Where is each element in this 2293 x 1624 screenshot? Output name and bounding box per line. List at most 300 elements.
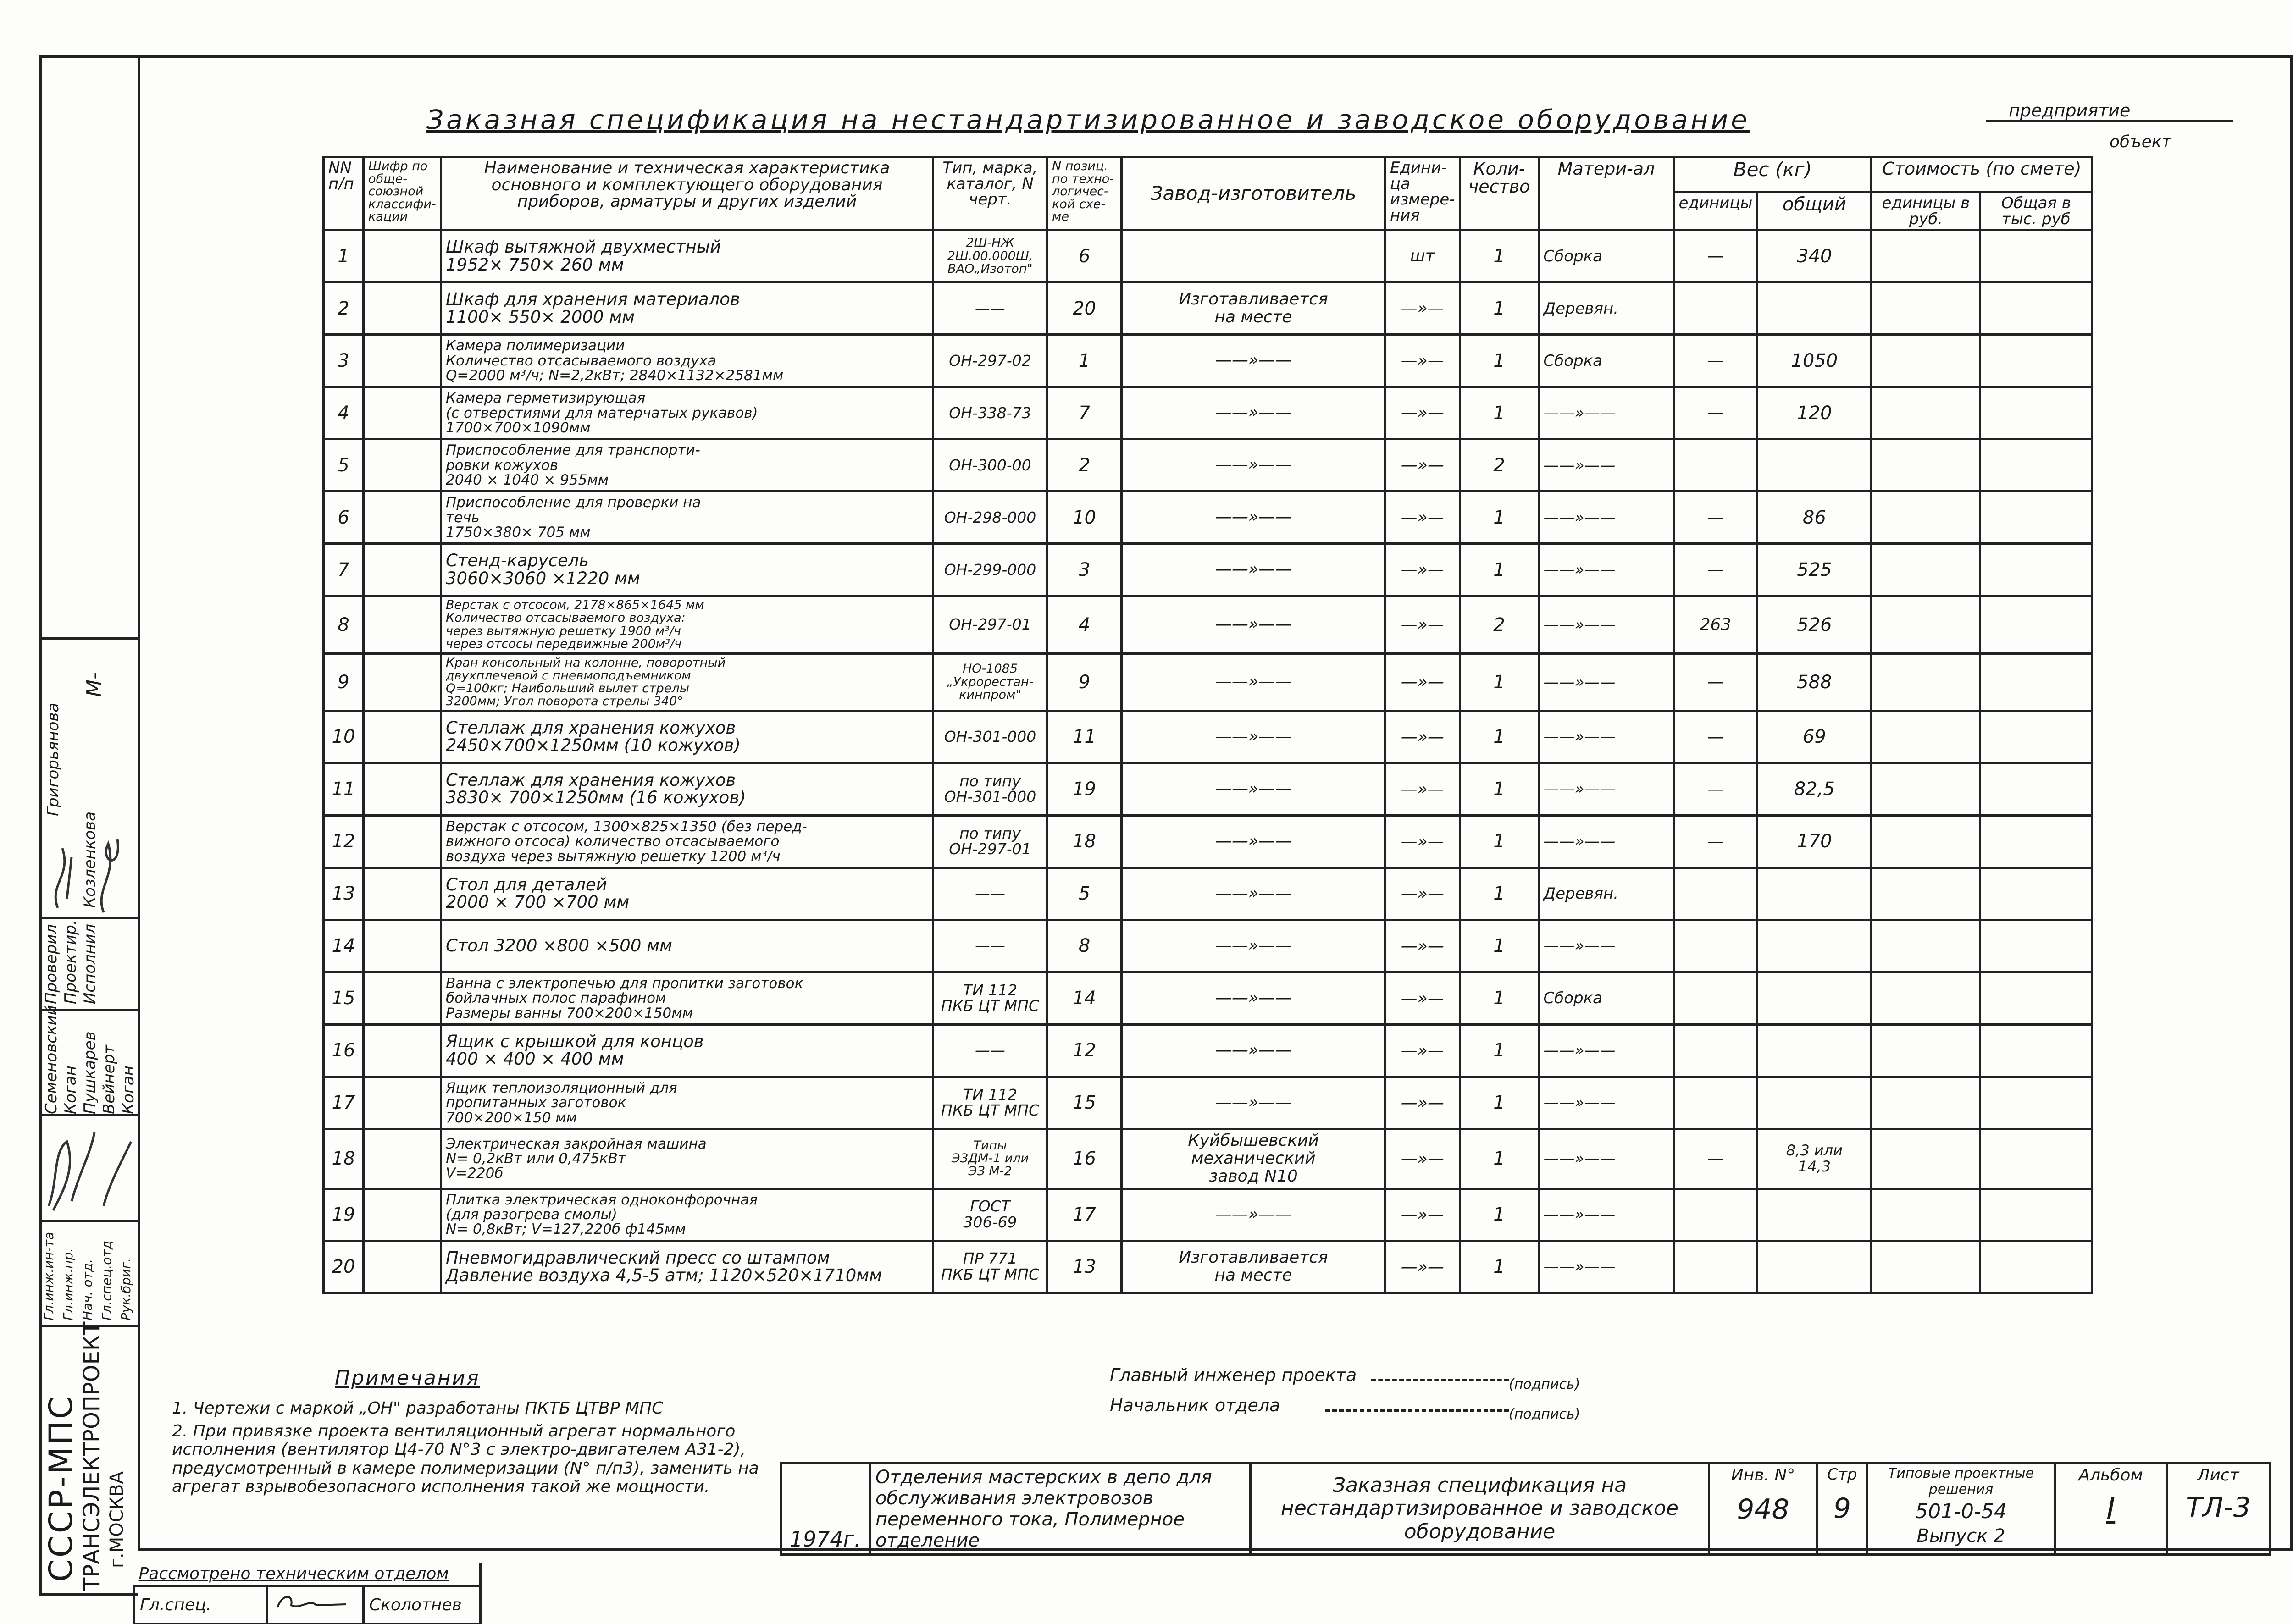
review-signature-mark: [273, 1591, 351, 1614]
cell-maker: ——»——: [1122, 544, 1385, 596]
cell-cost-total: [1980, 711, 2092, 763]
side-strip: [39, 637, 138, 1421]
cell-unit: —»—: [1385, 1024, 1460, 1077]
cell-weight-unit: —: [1674, 763, 1757, 815]
notes-heading: Примечания: [335, 1366, 480, 1390]
cell-maker: ——»——: [1122, 1188, 1385, 1241]
org-ministry: СССР-МПС: [42, 1394, 80, 1582]
table-row: [324, 972, 2092, 1024]
cell-quantity: 1: [1460, 763, 1539, 815]
approval-role-2: Гл.инж.пр.: [61, 1248, 76, 1320]
cell-position: 20: [1047, 282, 1122, 335]
cell-cost-unit: [1872, 230, 1980, 282]
page-label: Стр: [1827, 1465, 1857, 1484]
cell-quantity: 1: [1460, 387, 1539, 439]
cell-number: 14: [324, 920, 364, 972]
cell-weight-unit: [1674, 1241, 1757, 1293]
page-cell: [1817, 1463, 1867, 1555]
table-row: [324, 492, 2092, 544]
cell-cost-total: [1980, 815, 2092, 867]
cell-type: ГОСТ 306-69: [933, 1188, 1047, 1241]
cell-material: ——»——: [1539, 492, 1674, 544]
cell-weight-unit: —: [1674, 815, 1757, 867]
header-unit: Едини-ца измере-ния: [1385, 157, 1460, 230]
staff-name-5: Коган: [119, 1066, 138, 1114]
cell-cipher: [364, 492, 441, 544]
header-maker: Завод-изготовитель: [1122, 157, 1385, 230]
cell-cipher: [364, 282, 441, 335]
cell-weight-total: 8,3 или 14,3: [1757, 1129, 1872, 1188]
document-name: Заказная спецификация на нестандартизированное и заводское оборудование: [1251, 1463, 1709, 1555]
cell-number: 8: [324, 596, 364, 653]
cell-cipher: [364, 653, 441, 711]
cell-material: ——»——: [1539, 1241, 1674, 1293]
department-head-line: [1325, 1409, 1509, 1412]
cell-weight-total: 525: [1757, 544, 1872, 596]
cell-weight-total: 170: [1757, 815, 1872, 867]
cell-maker: ——»——: [1122, 1024, 1385, 1077]
cell-weight-unit: [1674, 972, 1757, 1024]
table-row: [324, 230, 2092, 282]
cell-quantity: 1: [1460, 1024, 1539, 1077]
cell-weight-unit: [1674, 1077, 1757, 1129]
cell-cipher: [364, 439, 441, 492]
table-row: [324, 763, 2092, 815]
staff-role-executed: Исполнил: [81, 924, 99, 1004]
approval-role-5: Рук.бриг.: [118, 1258, 133, 1320]
table-row: [324, 387, 2092, 439]
cell-unit: —»—: [1385, 653, 1460, 711]
cell-number: 1: [324, 230, 364, 282]
cell-number: 7: [324, 544, 364, 596]
cell-quantity: 1: [1460, 492, 1539, 544]
cell-number: 9: [324, 653, 364, 711]
cell-cost-total: [1980, 1024, 2092, 1077]
cell-cost-total: [1980, 867, 2092, 920]
table-row: [324, 282, 2092, 335]
table-row: [324, 1077, 2092, 1129]
cell-maker: ——»——: [1122, 972, 1385, 1024]
cell-cost-total: [1980, 230, 2092, 282]
year: 1974г.: [781, 1463, 870, 1555]
cell-weight-total: 588: [1757, 653, 1872, 711]
table-row: [324, 920, 2092, 972]
cell-unit: —»—: [1385, 492, 1460, 544]
cell-cost-total: [1980, 439, 2092, 492]
cell-cost-unit: [1872, 492, 1980, 544]
cell-unit: —»—: [1385, 387, 1460, 439]
cell-weight-total: [1757, 920, 1872, 972]
cell-material: ——»——: [1539, 920, 1674, 972]
cell-material: ——»——: [1539, 1024, 1674, 1077]
chief-engineer-line: [1371, 1379, 1509, 1381]
album-label: Альбом: [2078, 1466, 2143, 1485]
cell-weight-unit: [1674, 282, 1757, 335]
table-row: [324, 1129, 2092, 1188]
cell-number: 15: [324, 972, 364, 1024]
cell-name: Камера полимеризации Количество отсасываемого воздуха Q=2000 м³/ч; N=2,2кВт; 2840×1132×2581мм: [441, 335, 933, 387]
cell-maker: [1122, 230, 1385, 282]
cell-cost-unit: [1872, 1129, 1980, 1188]
header-cost: Стоимость (по смете): [1872, 157, 2092, 193]
cell-type: ТИ 112 ПКБ ЦТ МПС: [933, 1077, 1047, 1129]
header-cipher: Шифр по обще-союзной классифи-кации: [364, 157, 441, 230]
cell-unit: —»—: [1385, 1241, 1460, 1293]
cell-unit: —»—: [1385, 335, 1460, 387]
cell-unit: —»—: [1385, 867, 1460, 920]
cell-number: 19: [324, 1188, 364, 1241]
cell-number: 18: [324, 1129, 364, 1188]
cell-quantity: 1: [1460, 815, 1539, 867]
cell-type: ОН-300-00: [933, 439, 1047, 492]
cell-cipher: [364, 335, 441, 387]
sheet-number: ТЛ-3: [2186, 1491, 2251, 1524]
series-number: 501-0-54: [1915, 1500, 2007, 1523]
cell-unit: —»—: [1385, 920, 1460, 972]
title-block: [780, 1462, 2271, 1556]
cell-cost-total: [1980, 544, 2092, 596]
cell-material: Деревян.: [1539, 867, 1674, 920]
org-city: г.МОСКВА: [106, 1471, 127, 1568]
cell-name: Шкаф для хранения материалов 1100× 550× 2000 мм: [441, 282, 933, 335]
sheet-cell: [2167, 1463, 2270, 1555]
album-number: I: [2106, 1491, 2116, 1527]
cell-unit: —»—: [1385, 596, 1460, 653]
cell-unit: —»—: [1385, 439, 1460, 492]
cell-type: ТИ 112 ПКБ ЦТ МПС: [933, 972, 1047, 1024]
cell-quantity: 1: [1460, 1188, 1539, 1241]
approval-role-4: Гл.спец.отд: [99, 1240, 114, 1320]
cell-cipher: [364, 815, 441, 867]
cell-material: ——»——: [1539, 1129, 1674, 1188]
table-row: [324, 815, 2092, 867]
cell-unit: —»—: [1385, 711, 1460, 763]
cell-weight-total: [1757, 1188, 1872, 1241]
review-name: Сколотнев: [364, 1586, 481, 1624]
cell-weight-unit: —: [1674, 492, 1757, 544]
cell-name: Пневмогидравлический пресс со штампом Давление воздуха 4,5-5 атм; 1120×520×1710мм: [441, 1241, 933, 1293]
cell-cost-unit: [1872, 282, 1980, 335]
sheet-label: Лист: [2197, 1466, 2239, 1485]
cell-type: ОН-297-02: [933, 335, 1047, 387]
cell-number: 6: [324, 492, 364, 544]
cell-number: 3: [324, 335, 364, 387]
table-row: [324, 1188, 2092, 1241]
approval-role-3: Нач. отд.: [80, 1259, 95, 1320]
page-number: 9: [1833, 1492, 1851, 1525]
cell-type: по типу ОН-297-01: [933, 815, 1047, 867]
department-head-sig: (подпись): [1509, 1406, 1580, 1422]
cell-quantity: 1: [1460, 711, 1539, 763]
cell-cost-unit: [1872, 439, 1980, 492]
cell-maker: ——»——: [1122, 439, 1385, 492]
table-row: [324, 711, 2092, 763]
inventory-cell: [1709, 1463, 1817, 1555]
cell-cost-total: [1980, 1129, 2092, 1188]
cell-position: 14: [1047, 972, 1122, 1024]
cell-maker: Куйбышевский механический завод N10: [1122, 1129, 1385, 1188]
cell-position: 18: [1047, 815, 1122, 867]
cell-cipher: [364, 544, 441, 596]
cell-type: ОН-299-000: [933, 544, 1047, 596]
object-label: объект: [2110, 133, 2171, 151]
inventory-label: Инв. N°: [1731, 1466, 1795, 1485]
cell-unit: —»—: [1385, 1188, 1460, 1241]
cell-material: ——»——: [1539, 653, 1674, 711]
cell-material: ——»——: [1539, 1077, 1674, 1129]
approval-role-1: Гл.инж.ин-та: [41, 1232, 56, 1320]
cell-unit: шт: [1385, 230, 1460, 282]
cell-weight-unit: [1674, 867, 1757, 920]
cell-maker: ——»——: [1122, 763, 1385, 815]
table-row: [324, 335, 2092, 387]
header-material: Матери-ал: [1539, 157, 1674, 230]
cell-number: 5: [324, 439, 364, 492]
cell-quantity: 1: [1460, 972, 1539, 1024]
cell-name: Стенд-карусель 3060×3060 ×1220 мм: [441, 544, 933, 596]
cell-material: ——»——: [1539, 387, 1674, 439]
cell-type: ОН-338-73: [933, 387, 1047, 439]
cell-weight-total: [1757, 1077, 1872, 1129]
cell-cipher: [364, 763, 441, 815]
cell-weight-unit: —: [1674, 387, 1757, 439]
cell-maker: Изготавливается на месте: [1122, 1241, 1385, 1293]
cell-cost-total: [1980, 1077, 2092, 1129]
cell-weight-total: 86: [1757, 492, 1872, 544]
cell-quantity: 1: [1460, 920, 1539, 972]
cell-position: 4: [1047, 596, 1122, 653]
cell-weight-unit: —: [1674, 653, 1757, 711]
cell-cost-total: [1980, 1241, 2092, 1293]
cell-cipher: [364, 972, 441, 1024]
cell-name: Ящик с крышкой для концов 400 × 400 × 400 мм: [441, 1024, 933, 1077]
cell-material: ——»——: [1539, 1188, 1674, 1241]
chief-engineer-sig: (подпись): [1509, 1376, 1580, 1392]
cell-name: Стол 3200 ×800 ×500 мм: [441, 920, 933, 972]
cell-maker: ——»——: [1122, 492, 1385, 544]
review-block: [133, 1563, 482, 1624]
side-name-1: Григорьянова: [44, 702, 62, 816]
cell-weight-unit: —: [1674, 230, 1757, 282]
series-label: Типовые проектные решения: [1888, 1465, 2034, 1497]
cell-position: 16: [1047, 1129, 1122, 1188]
note-2: 2. При привязке проекта вентиляционный агрегат нормального исполнения (вентилятор Ц4-70 N°3 с электро-двигателем А31-2), предусмотренный в камере полимеризации (N° п/п3), заменить на агрегат взрывобезопасного исполнения такой же мощности.: [172, 1422, 759, 1496]
cell-weight-total: 340: [1757, 230, 1872, 282]
cell-type: 2Ш-НЖ 2Ш.00.000Ш, ВАО„Изотоп": [933, 230, 1047, 282]
cell-quantity: 1: [1460, 1129, 1539, 1188]
cell-quantity: 1: [1460, 653, 1539, 711]
cell-name: Кран консольный на колонне, поворотный двухплечевой с пневмоподъемником Q=100кг; Наибольший вылет стрелы 3200мм; Угол поворота стрелы 340°: [441, 653, 933, 711]
cell-weight-total: 1050: [1757, 335, 1872, 387]
cell-cipher: [364, 1024, 441, 1077]
table-row: [324, 544, 2092, 596]
cell-cost-total: [1980, 596, 2092, 653]
cell-weight-unit: 263: [1674, 596, 1757, 653]
cell-maker: Изготавливается на месте: [1122, 282, 1385, 335]
staff-name-2: Коган: [61, 1066, 80, 1114]
cell-maker: ——»——: [1122, 387, 1385, 439]
cell-cipher: [364, 387, 441, 439]
cell-cost-total: [1980, 653, 2092, 711]
cell-weight-unit: —: [1674, 544, 1757, 596]
table-row: [324, 1024, 2092, 1077]
table-row: [324, 653, 2092, 711]
cell-number: 11: [324, 763, 364, 815]
cell-unit: —»—: [1385, 1077, 1460, 1129]
cell-material: Сборка: [1539, 972, 1674, 1024]
cell-number: 4: [324, 387, 364, 439]
cell-cipher: [364, 596, 441, 653]
cell-cost-unit: [1872, 1241, 1980, 1293]
cell-maker: ——»——: [1122, 815, 1385, 867]
cell-cost-unit: [1872, 653, 1980, 711]
header-weight-total: общий: [1757, 193, 1872, 230]
cell-weight-total: 69: [1757, 711, 1872, 763]
cell-weight-total: 120: [1757, 387, 1872, 439]
issue: Выпуск 2: [1916, 1525, 2005, 1547]
cell-cost-unit: [1872, 867, 1980, 920]
cell-cipher: [364, 920, 441, 972]
specification-table: [322, 156, 2093, 1294]
cell-cost-unit: [1872, 1077, 1980, 1129]
cell-number: 17: [324, 1077, 364, 1129]
cell-material: Сборка: [1539, 335, 1674, 387]
cell-type: ОН-301-000: [933, 711, 1047, 763]
cell-position: 3: [1047, 544, 1122, 596]
cell-quantity: 2: [1460, 596, 1539, 653]
cell-number: 10: [324, 711, 364, 763]
cell-name: Стеллаж для хранения кожухов 3830× 700×1250мм (16 кожухов): [441, 763, 933, 815]
cell-cost-total: [1980, 282, 2092, 335]
cell-cost-unit: [1872, 763, 1980, 815]
enterprise-line: [1986, 120, 2233, 122]
cell-weight-unit: —: [1674, 711, 1757, 763]
staff-role-checked: Проверил: [42, 924, 61, 1004]
cell-position: 10: [1047, 492, 1122, 544]
note-1: 1. Чертежи с маркой „ОН" разработаны ПКТБ ЦТВР МПС: [172, 1399, 664, 1418]
header-nn: NN п/п: [324, 157, 364, 230]
staff-name-4: Вейнерт: [100, 1045, 118, 1114]
cell-type: по типу ОН-301-000: [933, 763, 1047, 815]
cell-name: Стеллаж для хранения кожухов 2450×700×1250мм (10 кожухов): [441, 711, 933, 763]
cell-maker: ——»——: [1122, 711, 1385, 763]
cell-quantity: 1: [1460, 1077, 1539, 1129]
cell-weight-total: 82,5: [1757, 763, 1872, 815]
chief-engineer-label: Главный инженер проекта: [1110, 1365, 1357, 1385]
cell-position: 2: [1047, 439, 1122, 492]
cell-type: ——: [933, 1024, 1047, 1077]
cell-maker: ——»——: [1122, 653, 1385, 711]
cell-cost-unit: [1872, 815, 1980, 867]
cell-unit: —»—: [1385, 282, 1460, 335]
cell-number: 20: [324, 1241, 364, 1293]
cell-quantity: 1: [1460, 282, 1539, 335]
cell-material: Деревян.: [1539, 282, 1674, 335]
staff-name-1: Семеновский: [42, 1005, 61, 1114]
cell-type: ОН-297-01: [933, 596, 1047, 653]
cell-cost-total: [1980, 335, 2092, 387]
cell-position: 12: [1047, 1024, 1122, 1077]
cell-type: Типы ЭЗДМ-1 или ЭЗ М-2: [933, 1129, 1047, 1188]
cell-number: 12: [324, 815, 364, 867]
cell-material: ——»——: [1539, 763, 1674, 815]
cell-weight-unit: [1674, 1188, 1757, 1241]
org-institute: ТРАНСЭЛЕКТРОПРОЕКТ: [79, 1321, 105, 1591]
cell-cipher: [364, 230, 441, 282]
cell-unit: —»—: [1385, 763, 1460, 815]
cell-cost-unit: [1872, 387, 1980, 439]
cell-position: 13: [1047, 1241, 1122, 1293]
header-name: Наименование и техническая характеристика основного и комплектующего оборудования приборов, арматуры и других изделий: [441, 157, 933, 230]
table-row: [324, 439, 2092, 492]
table-row: [324, 1241, 2092, 1293]
cell-cost-unit: [1872, 1188, 1980, 1241]
cell-material: ——»——: [1539, 711, 1674, 763]
header-cost-total: Общая в тыс. руб: [1980, 193, 2092, 230]
enterprise-label: предприятие: [2009, 100, 2131, 121]
cell-name: Шкаф вытяжной двухместный 1952× 750× 260 мм: [441, 230, 933, 282]
cell-maker: ——»——: [1122, 596, 1385, 653]
cell-position: 11: [1047, 711, 1122, 763]
cell-maker: ——»——: [1122, 1077, 1385, 1129]
side-mark: М-: [83, 672, 106, 697]
cell-name: Камера герметизирующая (с отверстиями для матерчатых рукавов) 1700×700×1090мм: [441, 387, 933, 439]
review-heading: Рассмотрено техническим отделом: [134, 1563, 481, 1586]
cell-position: 6: [1047, 230, 1122, 282]
cell-maker: ——»——: [1122, 920, 1385, 972]
cell-cipher: [364, 1077, 441, 1129]
review-role: Гл.спец.: [134, 1586, 267, 1624]
cell-quantity: 1: [1460, 335, 1539, 387]
header-weight-unit: единицы: [1674, 193, 1757, 230]
header-type: Тип, марка, каталог, N черт.: [933, 157, 1047, 230]
cell-type: ——: [933, 920, 1047, 972]
cell-cipher: [364, 1129, 441, 1188]
page-title: Заказная спецификация на нестандартизированное и заводское оборудование: [426, 104, 1750, 135]
cell-quantity: 2: [1460, 439, 1539, 492]
cell-number: 2: [324, 282, 364, 335]
cell-position: 17: [1047, 1188, 1122, 1241]
cell-name: Верстак с отсосом, 1300×825×1350 (без перед- вижного отсоса) количество отсасываемого воздуха через вытяжную решетку 1200 м³/ч: [441, 815, 933, 867]
cell-weight-unit: [1674, 439, 1757, 492]
cell-name: Ящик теплоизоляционный для пропитанных заготовок 700×200×150 мм: [441, 1077, 933, 1129]
cell-weight-unit: [1674, 920, 1757, 972]
cell-weight-total: [1757, 1241, 1872, 1293]
cell-cost-total: [1980, 972, 2092, 1024]
cell-name: Верстак с отсосом, 2178×865×1645 мм Количество отсасываемого воздуха: через вытяжную решетку 1900 м³/ч через отсосы передвижные 200м³/ч: [441, 596, 933, 653]
cell-cost-total: [1980, 763, 2092, 815]
cell-cost-unit: [1872, 596, 1980, 653]
cell-cost-unit: [1872, 335, 1980, 387]
cell-name: Приспособление для проверки на течь 1750×380× 705 мм: [441, 492, 933, 544]
cell-cipher: [364, 711, 441, 763]
header-qty: Коли-чество: [1460, 157, 1539, 230]
cell-cost-unit: [1872, 711, 1980, 763]
cell-cipher: [364, 1241, 441, 1293]
cell-cost-total: [1980, 387, 2092, 439]
cell-maker: ——»——: [1122, 867, 1385, 920]
header-pos: N позиц. по техно-логичес-кой схе-ме: [1047, 157, 1122, 230]
header-cost-unit: единицы в руб.: [1872, 193, 1980, 230]
cell-unit: —»—: [1385, 544, 1460, 596]
header-row: [324, 157, 2092, 193]
cell-name: Плитка электрическая одноконфорочная (для разогрева смолы) N= 0,8кВт; V=127,220б ф145мм: [441, 1188, 933, 1241]
cell-number: 16: [324, 1024, 364, 1077]
side-name-2: Козленкова: [81, 811, 99, 908]
cell-position: 15: [1047, 1077, 1122, 1129]
cell-weight-total: [1757, 972, 1872, 1024]
cell-material: Сборка: [1539, 230, 1674, 282]
